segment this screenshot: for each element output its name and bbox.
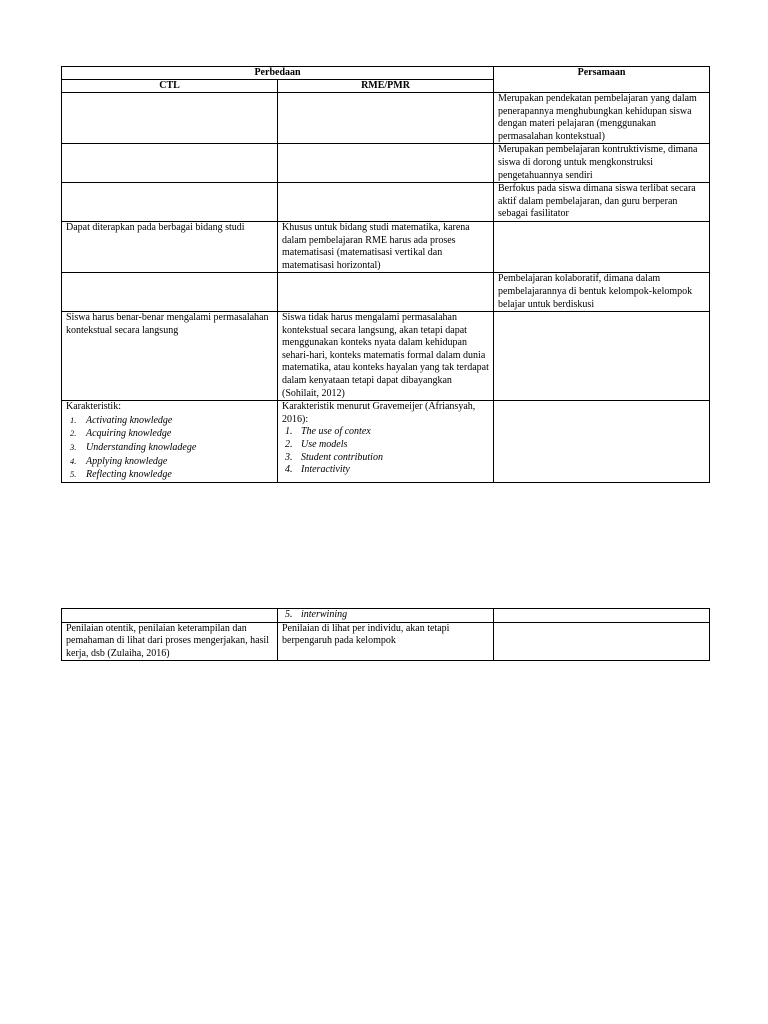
table-row xyxy=(62,312,710,401)
cell-persamaan xyxy=(494,312,710,401)
header-rme: RME/PMR xyxy=(278,80,494,93)
cell-ctl xyxy=(62,609,278,623)
table-row xyxy=(62,273,710,312)
comparison-table xyxy=(61,66,710,483)
cell-ctl: Siswa harus benar-benar mengalami permasalahan kontekstual secara langsung xyxy=(62,312,278,401)
table-row-continued xyxy=(62,609,710,623)
cell-rme-penilaian: Penilaian di lihat per individu, akan tetapi berpengaruh pada kelompok xyxy=(278,622,494,661)
karakteristik-ctl-title: Karakteristik: xyxy=(66,401,121,413)
list-item: 3. Understanding knowladege xyxy=(70,442,197,454)
karakteristik-rme-list-continued xyxy=(282,609,489,622)
karakteristik-ctl-list xyxy=(66,414,273,482)
cell-ctl xyxy=(62,93,278,144)
table-row xyxy=(62,144,710,183)
list-item: 3. Student contribution xyxy=(285,451,383,463)
cell-ctl xyxy=(62,183,278,222)
cell-rme xyxy=(278,183,494,222)
karakteristik-rme-list xyxy=(282,426,489,476)
cell-rme xyxy=(278,144,494,183)
header-persamaan: Persamaan xyxy=(494,67,710,93)
list-item: 1. The use of contex xyxy=(285,426,371,438)
cell-ctl: Dapat diterapkan pada berbagai bidang studi xyxy=(62,221,278,272)
table-row-penilaian xyxy=(62,622,710,661)
cell-rme xyxy=(278,93,494,144)
cell-persamaan-penilaian xyxy=(494,622,710,661)
karakteristik-rme-title: Karakteristik menurut Gravemeijer (Afriansyah, 2016): xyxy=(282,401,476,425)
header-ctl: CTL xyxy=(62,80,278,93)
cell-ctl-penilaian: Penilaian otentik, penilaian keterampilan dan pemahaman di lihat dari proses mengerjakan, hasil kerja, dsb (Zulaiha, 2016) xyxy=(62,622,278,661)
cell-persamaan xyxy=(494,609,710,623)
cell-persamaan: Merupakan pendekatan pembelajaran yang dalam penerapannya menghubungkan kehidupan siswa dengan materi pelajaran (menggunakan permasalahan kontekstual) xyxy=(494,93,710,144)
cell-persamaan-karakteristik xyxy=(494,401,710,483)
cell-ctl-karakteristik xyxy=(62,401,278,483)
cell-persamaan: Pembelajaran kolaboratif, dimana dalam pembelajarannya di bentuk kelompok-kelompok belajar untuk berdiskusi xyxy=(494,273,710,312)
cell-rme-karakteristik xyxy=(278,401,494,483)
table-row xyxy=(62,221,710,272)
list-item: 2. Use models xyxy=(285,439,348,451)
cell-rme xyxy=(278,273,494,312)
list-item: 1. Activating knowledge xyxy=(70,414,173,426)
cell-rme: Khusus untuk bidang studi matematika, karena dalam pembelajaran RME harus ada proses matematisasi (matematisasi vertikal dan matematisasi horizontal) xyxy=(278,221,494,272)
list-item: 2. Acquiring knowledge xyxy=(70,428,172,440)
cell-persamaan: Berfokus pada siswa dimana siswa terlibat secara aktif dalam pembelajaran, dan guru berperan sebagai fasilitator xyxy=(494,183,710,222)
list-item: 5. interwining xyxy=(285,609,348,620)
table-row xyxy=(62,93,710,144)
list-item: 4. Applying knowledge xyxy=(70,455,168,467)
header-row-top xyxy=(62,67,710,80)
list-item: 5. Reflecting knowledge xyxy=(70,469,172,481)
cell-rme-continued xyxy=(278,609,494,623)
table-row xyxy=(62,183,710,222)
cell-persamaan xyxy=(494,221,710,272)
comparison-table-continued xyxy=(61,608,710,661)
cell-persamaan: Merupakan pembelajaran kontruktivisme, dimana siswa di dorong untuk mengkonstruksi pengetahuannya sendiri xyxy=(494,144,710,183)
list-item: 4. Interactivity xyxy=(285,464,350,476)
cell-ctl xyxy=(62,144,278,183)
table-row-karakteristik xyxy=(62,401,710,483)
cell-rme: Siswa tidak harus mengalami permasalahan kontekstual secara langsung, akan tetapi dapat menggunakan konteks nyata dalam kehidupan sehari-hari, konteks matematis formal dalam dunia matematika, atau konteks hayalan yang tak terdapat dalam kenyataan tetapi dapat dibayangkan (Sohilait, 2012) xyxy=(278,312,494,401)
header-perbedaan: Perbedaan xyxy=(62,67,494,80)
cell-ctl xyxy=(62,273,278,312)
